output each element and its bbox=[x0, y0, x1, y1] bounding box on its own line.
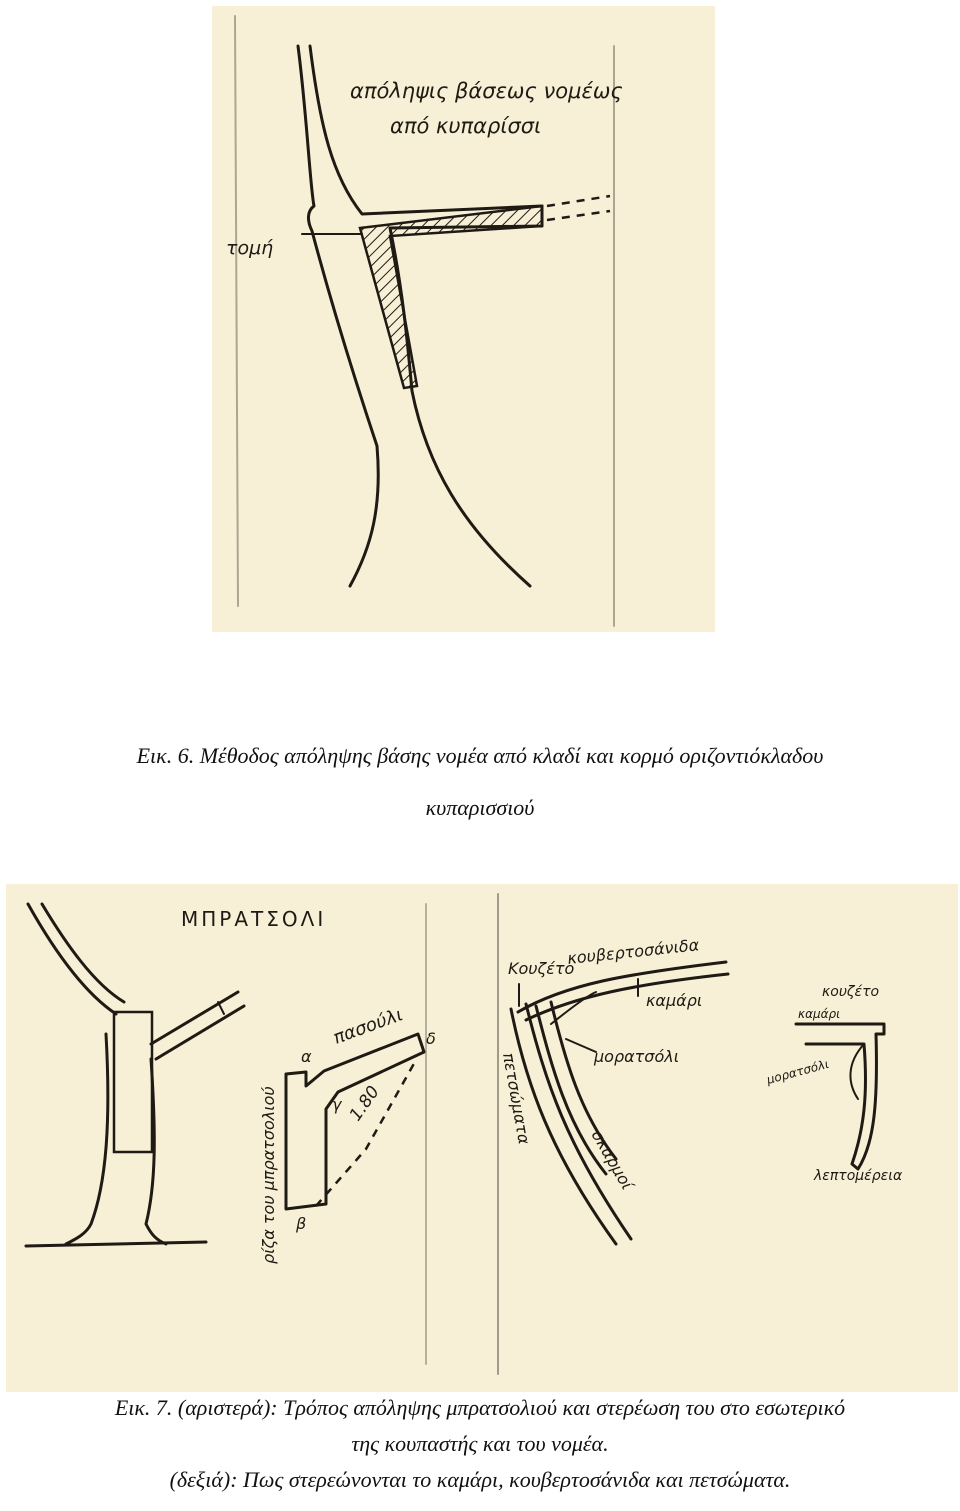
label-riza: ρίζα του μπρατσολιού bbox=[259, 1086, 278, 1264]
tree-branch-left bbox=[28, 904, 116, 1014]
letter-g: γ bbox=[332, 1095, 342, 1114]
figure6-drawing bbox=[212, 6, 715, 632]
figure7-caption-line1: Εικ. 7. (αριστερά): Τρόπος απόληψης μπρατσολιού και στερέωση του στο εσωτερικό bbox=[114, 1395, 846, 1420]
figure7-svg bbox=[6, 884, 958, 1392]
page-edge-left bbox=[235, 16, 238, 606]
figure7-caption-line2: της κουπαστής και του νομέα. bbox=[351, 1431, 609, 1456]
letter-a: α bbox=[301, 1047, 312, 1066]
figure7-caption-line3: (δεξιά): Πως στερεώνονται το καμάρι, κουβερτοσάνιδα και πετσώματα. bbox=[169, 1467, 791, 1492]
figure6-caption bbox=[0, 740, 960, 824]
figure6-caption-line2: κυπαρισσιού bbox=[425, 795, 535, 820]
detail-inner bbox=[850, 1044, 864, 1099]
detail-profile bbox=[796, 1024, 884, 1169]
moratsoli-arrow bbox=[566, 1039, 596, 1052]
branch-dash-top bbox=[547, 196, 610, 206]
label-skarmoi: σκαρμοί bbox=[587, 1126, 637, 1193]
figure6-caption-line1: Εικ. 6. Μέθοδος απόληψης βάσης νομέα από κλαδί και κορμό οριζοντιόκλαδου bbox=[136, 743, 824, 768]
label-petsomata: πετσώματα bbox=[499, 1051, 534, 1146]
letter-b: β bbox=[296, 1214, 307, 1233]
label-dimension: 1.80 bbox=[345, 1082, 384, 1125]
label-kouzeto: Κουζέτο bbox=[508, 959, 575, 978]
figure7-caption bbox=[0, 1392, 960, 1496]
dimension-line bbox=[316, 1060, 416, 1206]
label-cut: τομή bbox=[226, 237, 274, 259]
detail-label-kamari: καμάρι bbox=[798, 1007, 841, 1021]
tree-branch-left-inner bbox=[42, 904, 124, 1002]
figure6-svg bbox=[212, 6, 715, 632]
label-kamari: καμάρι bbox=[646, 991, 703, 1010]
label-pasouli: πασούλι bbox=[330, 1004, 406, 1049]
detail-label-leptomereia: λεπτομέρεια bbox=[814, 1168, 903, 1184]
label-title-line2: από κυπαρίσσι bbox=[390, 114, 542, 138]
label-title-line1: απόληψις βάσεως νομέως bbox=[350, 79, 623, 103]
detail-label-moratsoli: μορατσόλι bbox=[765, 1056, 831, 1087]
label-moratsoli: μορατσόλι bbox=[594, 1047, 680, 1066]
hatched-base bbox=[360, 206, 542, 388]
figure7-drawing bbox=[6, 884, 958, 1392]
ground-line bbox=[26, 1242, 206, 1246]
branch-dash-bottom bbox=[547, 211, 610, 220]
hull-inner bbox=[526, 1004, 631, 1239]
label-title-mpratsoli: ΜΠΡΑΤΣΟΛΙ bbox=[181, 907, 327, 931]
trunk-left-outline bbox=[298, 46, 378, 586]
label-kouvertosanida: κουβερτοσάνιδα bbox=[566, 935, 700, 968]
tree-branch-right bbox=[151, 992, 244, 1059]
detail-label-kouzeto: κουζέτο bbox=[822, 984, 880, 1000]
bracket-cut-outline bbox=[114, 1012, 152, 1152]
letter-d: δ bbox=[426, 1029, 436, 1048]
